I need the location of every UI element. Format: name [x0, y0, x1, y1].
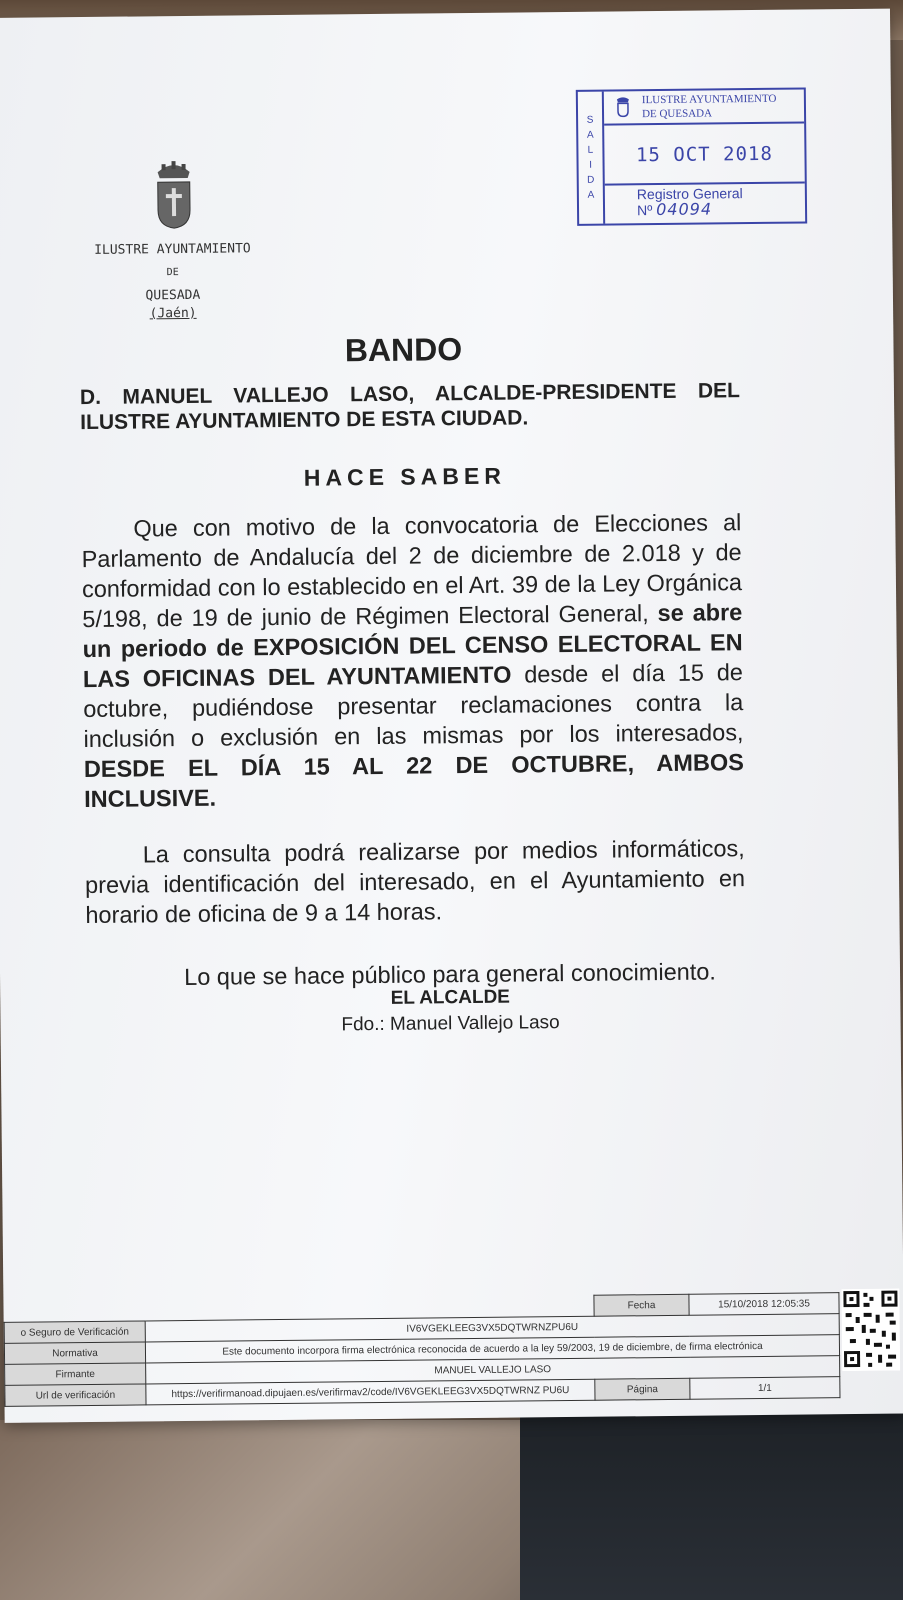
registry-stamp	[576, 87, 807, 225]
paragraph-1	[81, 507, 744, 814]
stamp-side-label	[578, 92, 605, 224]
closing-line: Lo que se hace público para general conocimiento.	[184, 958, 717, 991]
normativa-label: Normativa	[4, 1342, 145, 1364]
stamp-header-line-2: DE QUESADA	[641, 107, 713, 121]
paragraph-2: La consulta podrá realizarse por medios informáticos, previa identificación del interesado, en el Ayuntamiento en horario de oficina de 9 a 14 horas.	[84, 835, 746, 929]
document-heading: HACE SABER	[303, 462, 506, 491]
firmante-label: Firmante	[5, 1363, 146, 1385]
paragraph-1-text-1: Que con motivo de la convocatoria de Elecciones al Parlamento de Andalucía del 2 de diciembre de 2.018 y de conformidad con lo establecido en el Art. 39 de la Ley Orgánica 5/198, de 19 de junio de Régimen Electoral General,	[81, 509, 743, 633]
signer-name: Fdo.: Manuel Vallejo Laso	[341, 1012, 560, 1036]
stamp-letter: L	[587, 144, 594, 156]
letterhead-line-4: (Jaén)	[149, 305, 197, 322]
fecha-label: Fecha	[594, 1294, 689, 1316]
stamp-registry	[605, 183, 805, 223]
background-dark-object	[520, 1400, 903, 1600]
fecha-value: 15/10/2018 12:05:35	[689, 1293, 839, 1316]
document-title: BANDO	[344, 331, 463, 369]
normativa-value: Este documento incorpora firma electrónica reconocida de acuerdo a la ley 59/2003, 19 de diciembre, de firma electrónica	[145, 1335, 839, 1363]
paragraph-1-text-2: desde el día 15 de octubre, pudiéndose presentar reclamaciones contra la inclusión o exclusión en las mismas por los interesados,	[83, 659, 744, 753]
stamp-date: 15 OCT 2018	[604, 125, 805, 185]
qr-code-icon	[841, 1289, 900, 1372]
pagina-value: 1/1	[690, 1377, 840, 1400]
stamp-registry-label: Registro General	[636, 185, 743, 203]
stamp-number-prefix: Nº	[636, 202, 653, 219]
signer-title: EL ALCALDE	[390, 986, 511, 1009]
csv-value: IV6VGEKLEEG3VX5DQTWRNZPU6U	[145, 1314, 839, 1342]
verification-table	[3, 1292, 840, 1407]
stamp-letter: A	[587, 189, 595, 201]
csv-label: o Seguro de Verificación	[4, 1321, 145, 1343]
paragraph-1-bold-3: DESDE EL DÍA 15 AL 22 DE OCTUBRE, AMBOS INCLUSIVE.	[83, 749, 744, 813]
paragraph-1-bold-1: se abre un periodo de	[82, 599, 743, 663]
letterhead-line-2: DE	[166, 267, 179, 279]
url-value: https://verifirmanoad.dipujaen.es/verifirmav2/code/IV6VGEKLEEG3VX5DQTWRNZ PU6U	[146, 1379, 595, 1405]
document-intro: D. MANUEL VALLEJO LASO, ALCALDE-PRESIDENTE DEL ILUSTRE AYUNTAMIENTO DE ESTA CIUDAD.	[79, 379, 741, 435]
letterhead-line-3: QUESADA	[145, 287, 201, 304]
document-page	[0, 9, 903, 1423]
coat-of-arms-icon	[153, 158, 194, 230]
letterhead-line-1: ILUSTRE AYUNTAMIENTO	[94, 241, 251, 258]
stamp-number: 04094	[656, 199, 713, 220]
stamp-header	[604, 89, 804, 125]
pagina-label: Página	[595, 1378, 690, 1400]
stamp-letter: I	[589, 159, 593, 171]
stamp-crest-icon	[616, 95, 630, 117]
stamp-letter: D	[587, 174, 595, 186]
url-label: Url de verificación	[5, 1384, 146, 1406]
stamp-letter: S	[586, 114, 594, 126]
stamp-header-line-1: ILUSTRE AYUNTAMIENTO	[641, 92, 777, 107]
firmante-value: MANUEL VALLEJO LASO	[146, 1356, 840, 1384]
stamp-letter: A	[586, 129, 594, 141]
empty-cell	[4, 1300, 145, 1322]
paragraph-1-bold-2: EXPOSICIÓN DEL CENSO ELECTORAL EN LAS OFICINAS DEL AYUNTAMIENTO	[82, 629, 743, 693]
